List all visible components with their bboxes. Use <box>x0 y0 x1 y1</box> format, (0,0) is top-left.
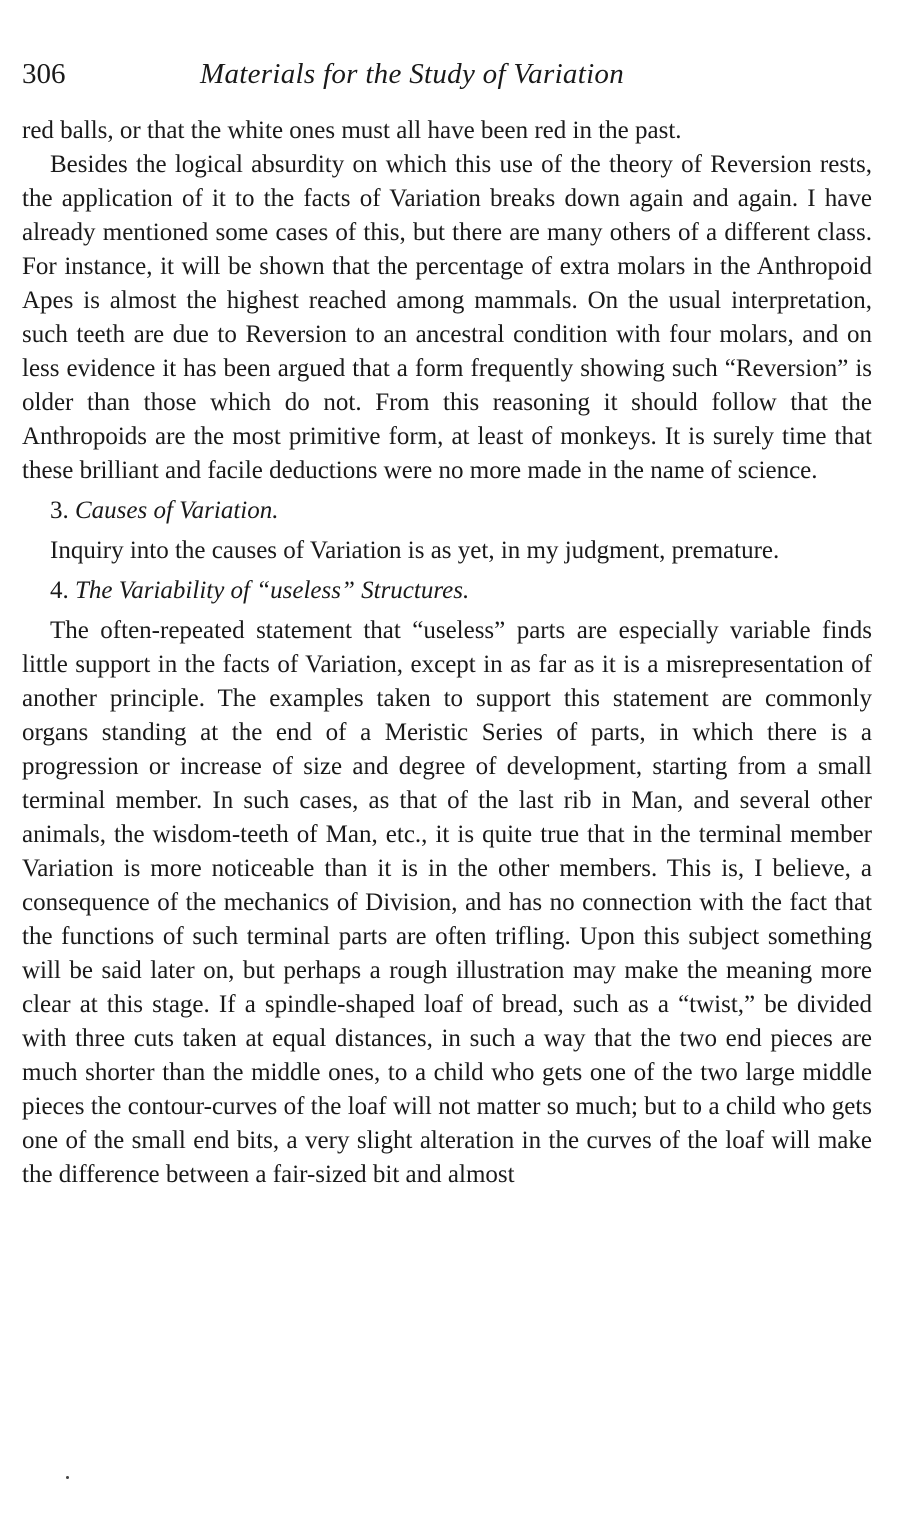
section-heading-useless-structures <box>22 574 872 608</box>
paragraph-useless-structures: The often-repeated statement that “useless” parts are especially variable finds little support in the facts of Variation, except in as far as it is a misrepresentation of another principle. The examples taken to support this statement are commonly organs standing at the end of a Meristic Series of parts, in which there is a progression or increase of size and degree of development, starting from a small terminal member. In such cases, as that of the last rib in Man, and several other animals, the wisdom-teeth of Man, etc., it is quite true that in the terminal member Variation is more noticeable than it is in the other members. This is, I believe, a consequence of the mechanics of Division, and has no connection with the fact that the functions of such terminal parts are often trifling. Upon this subject something will be said later on, but perhaps a rough illustration may make the meaning more clear at this stage. If a spindle-shaped loaf of bread, such as a “twist,” be divided with three cuts taken at equal distances, in such a way that the two end pieces are much shorter than the middle ones, to a child who gets one of the two large middle pieces the contour-curves of the loaf will not matter so much; but to a child who gets one of the small end bits, a very slight alteration in the curves of the loaf will make the difference between a fair-sized bit and almost <box>22 617 872 1188</box>
running-head <box>22 58 872 102</box>
section-title: Causes of Variation. <box>75 497 279 524</box>
paragraph-reversion: Besides the logical absurdity on which this use of the theory of Reversion rests, the application of it to the facts of Variation breaks down again and again. I have already mentioned some cases of this, but there are many others of a different class. For instance, it will be shown that the percentage of extra molars in the Anthropoid Apes is almost the highest reached among mammals. On the usual interpretation, such teeth are due to Reversion to an ancestral condition with four molars, and on less evidence it has been argued that a form frequently showing such “Reversion” is older than those which do not. From this reasoning it should follow that the Anthropoids are the most primitive form, at least of monkeys. It is surely time that these brilliant and facile deductions were no more made in the name of science. <box>22 151 872 484</box>
section-heading-causes <box>22 494 872 528</box>
section-number: 3. <box>50 497 69 524</box>
section-number: 4. <box>50 577 69 604</box>
body-text <box>22 114 872 1192</box>
paragraph-continuation: red balls, or that the white ones must all have been red in the past. <box>22 117 682 144</box>
paragraph-causes: Inquiry into the causes of Variation is as yet, in my judgment, premature. <box>50 537 780 564</box>
book-page <box>22 58 872 1192</box>
page-number: 306 <box>22 58 66 90</box>
running-title: Materials for the Study of Variation <box>200 58 625 90</box>
section-title: The Variability of “useless” Structures. <box>75 577 470 604</box>
print-speck <box>66 1476 69 1479</box>
